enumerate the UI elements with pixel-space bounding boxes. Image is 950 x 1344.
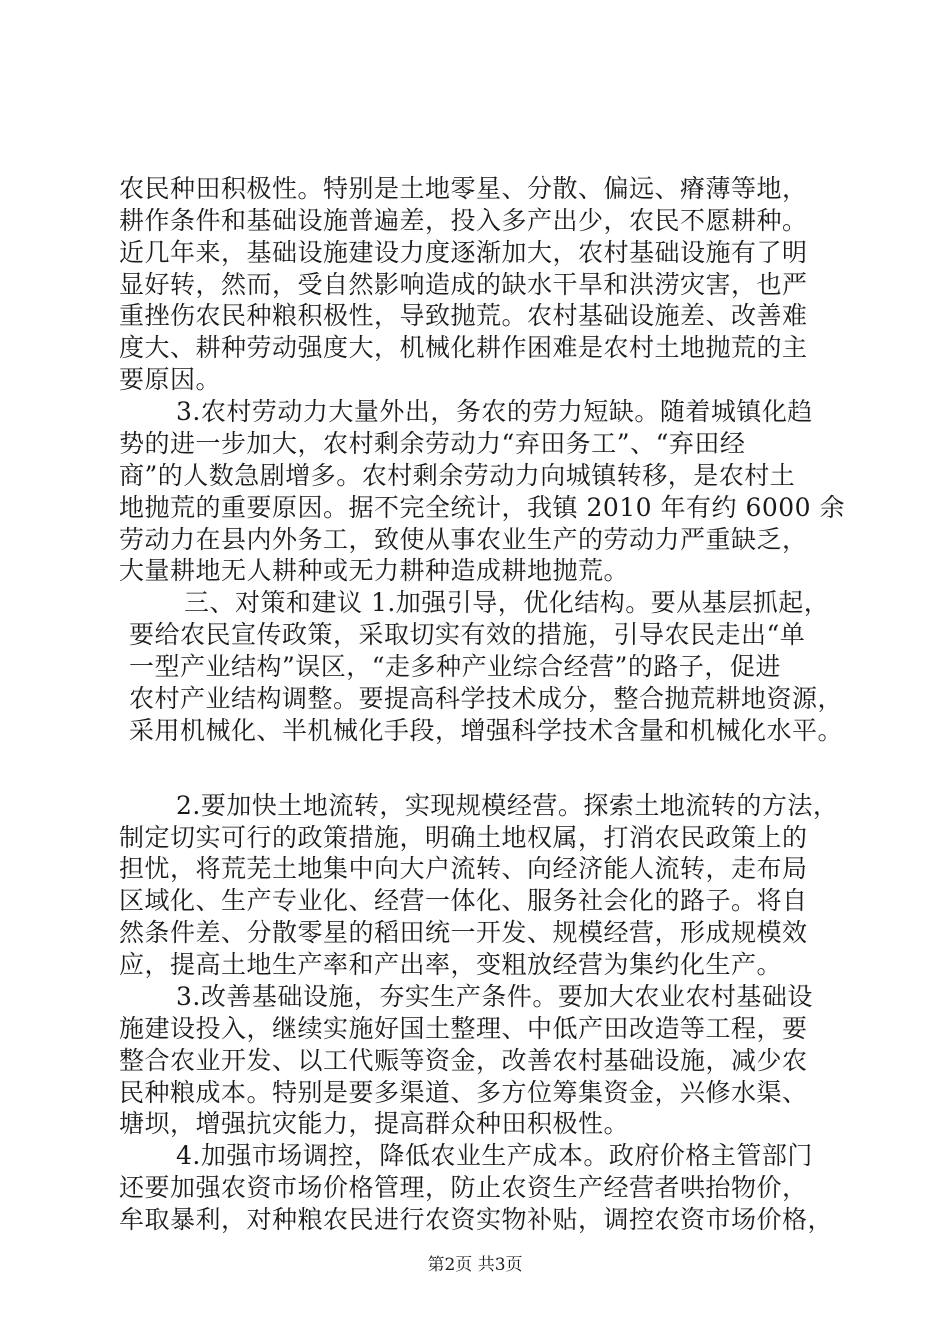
text-line: 2.要加快土地流转，实现规模经营。探索土地流转的方法， [176,790,839,820]
text-line: 耕作条件和基础设施普遍差，投入多产出少，农民不愿耕种。 [119,205,808,235]
text-line: 还要加强农资市场价格管理，防止农资生产经营者哄抬物价， [119,1173,808,1203]
text-line: 农村产业结构调整。要提高科学技术成分，整合抛荒耕地资源， [129,683,844,713]
text-line: 度大、耕种劳动强度大，机械化耕作困难是农村土地抛荒的主 [119,333,808,363]
text-line: 应，提高土地生产率和产出率，变粗放经营为集约化生产。 [119,950,783,980]
text-line: 塘坝，增强抗灾能力，提高群众种田积极性。 [119,1109,630,1139]
text-line: 4.加强市场调控，降低农业生产成本。政府价格主管部门 [176,1141,813,1171]
text-line: 显好转，然而，受自然影响造成的缺水干旱和洪涝灾害，也严 [119,269,808,299]
text-line: 商”的人数急剧增多。农村剩余劳动力向城镇转移，是农村土 [119,460,796,490]
text-line: 势的进一步加大，农村剩余劳动力“弃田务工”、“弃田经 [119,428,746,458]
text-line: 然条件差、分散零星的稻田统一开发、规模经营，形成规模效 [119,918,808,948]
text-line: 整合农业开发、以工代赈等资金，改善农村基础设施，减少农 [119,1045,808,1075]
text-line: 要原因。 [119,365,222,395]
text-line: 3.改善基础设施，夯实生产条件。要加大农业农村基础设 [176,981,813,1011]
text-line: 担忧，将荒芜土地集中向大户流转、向经济能人流转，走布局 [119,854,808,884]
text-line: 要给农民宣传政策，采取切实有效的措施，引导农民走出“单 [129,620,806,650]
text-line: 一型产业结构”误区，“走多种产业综合经营”的路子，促进 [129,652,781,682]
text-line: 三、对策和建议 1.加强引导，优化结构。要从基层抓起， [184,588,830,618]
text-line: 牟取暴利，对种粮农民进行农资实物补贴，调控农资市场价格， [119,1205,834,1234]
text-line: 区域化、生产专业化、经营一体化、服务社会化的路子。将自 [119,886,808,916]
text-line: 劳动力在县内外务工，致使从事农业生产的劳动力严重缺乏， [119,524,808,554]
text-line: 地抛荒的重要原因。据不完全统计，我镇 2010 年有约 6000 余 [119,492,846,522]
text-line: 重挫伤农民种粮积极性，导致抛荒。农村基础设施差、改善难 [119,301,808,331]
text-line: 施建设投入，继续实施好国土整理、中低产田改造等工程，要 [119,1013,808,1043]
text-line: 采用机械化、半机械化手段，增强科学技术含量和机械化水平。 [129,715,844,745]
text-line: 民种粮成本。特别是要多渠道、多方位筹集资金，兴修水渠、 [119,1077,808,1107]
text-line: 制定切实可行的政策措施，明确土地权属，打消农民政策上的 [119,822,808,852]
page-footer: 第2页 共3页 [427,1255,523,1275]
text-line: 大量耕地无人耕种或无力耕种造成耕地抛荒。 [119,556,630,586]
text-line: 近几年来，基础设施建设力度逐渐加大，农村基础设施有了明 [119,237,808,267]
text-line: 3.农村劳动力大量外出，务农的劳力短缺。随着城镇化趋 [176,397,813,427]
text-line: 农民种田积极性。特别是土地零星、分散、偏远、瘠薄等地， [119,174,808,203]
